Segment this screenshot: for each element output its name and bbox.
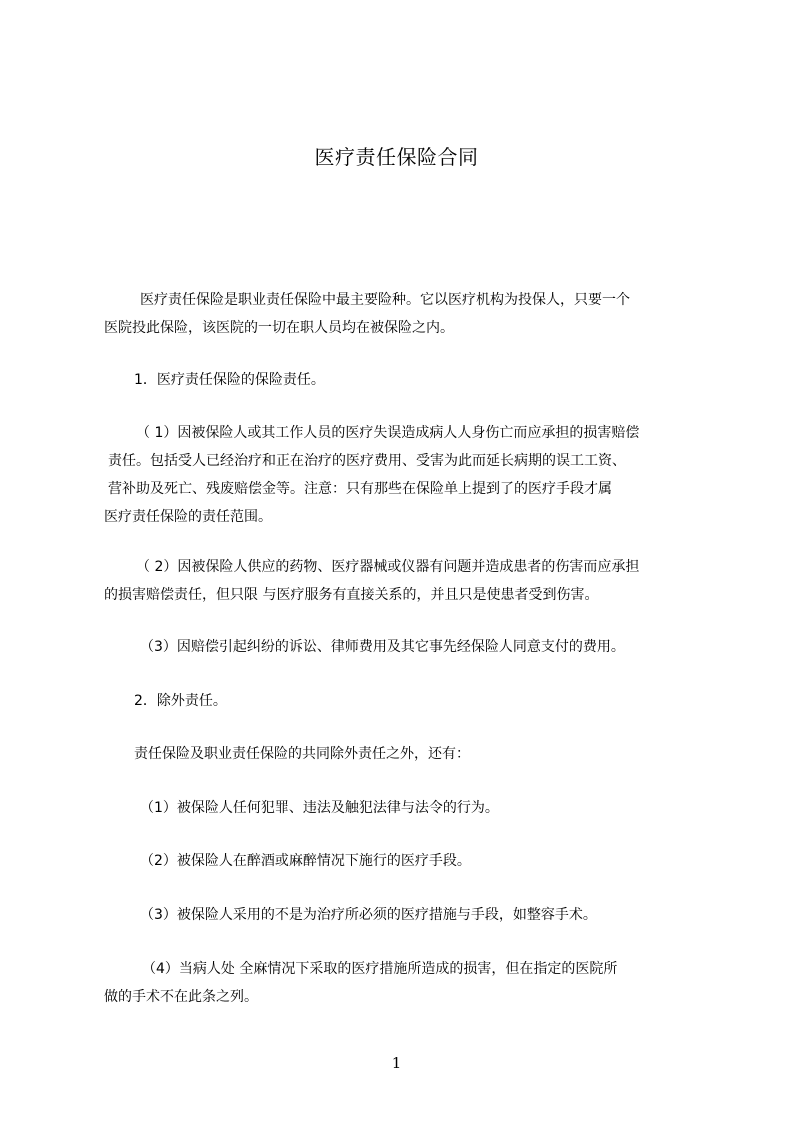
- liability-item-1: [104, 419, 716, 531]
- paragraph-line: 医疗责任保险的责任范围。: [104, 509, 272, 525]
- paragraph-line: 营补助及死亡、残废赔偿金等。注意：只有那些在保险单上提到了的医疗手段才属: [108, 481, 612, 497]
- paragraph-line: 2．除外责任。: [134, 693, 227, 709]
- paragraph-line: 医疗责任保险是职业责任保险中最主要险种。它以医疗机构为投保人，只要一个: [140, 292, 630, 308]
- paragraph-line: （4）当病人处 全麻情况下采取的医疗措施所造成的损害，但在指定的医院所: [142, 961, 618, 977]
- paragraph-line: 责任保险及职业责任保险的共同除外责任之外，还有：: [134, 746, 470, 762]
- page-number: 1: [391, 1054, 402, 1072]
- paragraph-line: 责任。包括受人已经治疗和正在治疗的医疗费用、受害为此而延长病期的误工工资、: [108, 453, 626, 469]
- paragraph-line: （1）被保险人任何犯罪、违法及触犯法律与法令的行为。: [140, 800, 499, 816]
- paragraph-line: 的损害赔偿责任，但只限 与医疗服务有直接关系的，并且只是使患者受到伤害。: [104, 587, 599, 603]
- exclusion-item-4: [104, 955, 716, 1011]
- liability-item-3: [104, 633, 716, 661]
- exclusion-item-1: [104, 794, 716, 822]
- paragraph-line: （2）被保险人在醉酒或麻醉情况下施行的医疗手段。: [140, 853, 471, 869]
- paragraph-line: （3）因赔偿引起纠纷的诉讼、律师费用及其它事先经保险人同意支付的费用。: [140, 639, 625, 655]
- liability-item-2: [104, 553, 716, 609]
- exclusions-intro: [104, 740, 716, 768]
- section-heading-exclusions: [104, 687, 716, 715]
- intro-paragraph: [104, 286, 716, 342]
- paragraph-line: 做的手术不在此条之列。: [104, 989, 258, 1005]
- section-heading-liability: [104, 366, 716, 394]
- paragraph-line: 1．医疗责任保险的保险责任。: [134, 372, 325, 388]
- exclusion-item-2: [104, 847, 716, 875]
- paragraph-line: 医院投此保险，该医院的一切在职人员均在被保险之内。: [104, 320, 454, 336]
- exclusion-item-3: [104, 901, 716, 929]
- paragraph-line: （ 2）因被保险人供应的药物、医疗器械或仪器有问题并造成患者的伤害而应承担: [136, 559, 640, 575]
- paragraph-line: （ 1）因被保险人或其工作人员的医疗失误造成病人人身伤亡而应承担的损害赔偿: [136, 425, 640, 441]
- document-title: 医疗责任保险合同: [314, 145, 479, 169]
- paragraph-line: （3）被保险人采用的不是为治疗所必须的医疗措施与手段，如整容手术。: [140, 907, 597, 923]
